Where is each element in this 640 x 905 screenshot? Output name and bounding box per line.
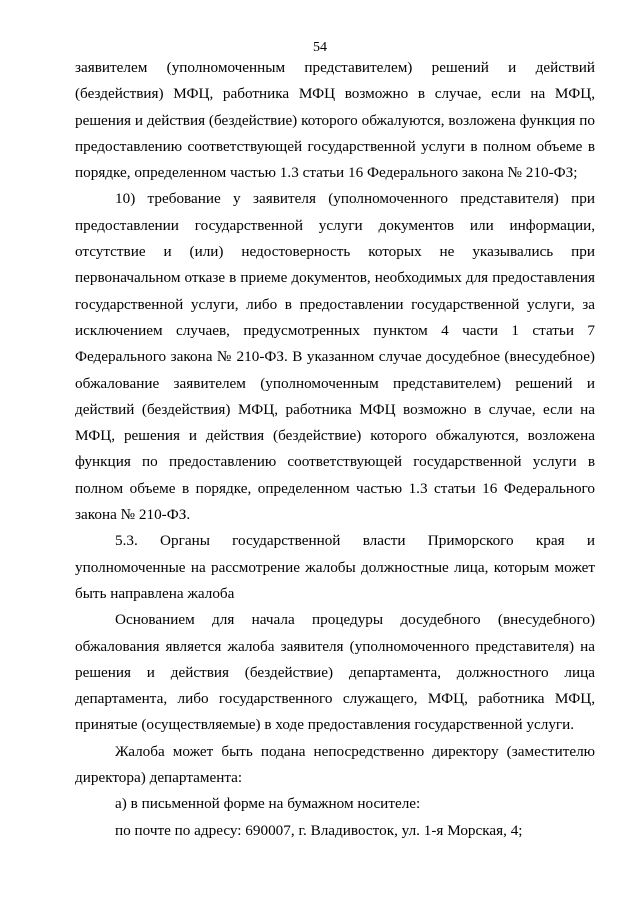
paragraph-continuation: заявителем (уполномоченным представителем) решений и действий (бездействия) МФЦ, работника МФЦ возможно в случае, если на МФЦ, решения и действия (бездействие) которого обжалуются, возложена функция по предоставлению соответствующей государственной услуги в полном объеме в порядке, определенном частью 1.3 статьи 16 Федерального закона № 210-ФЗ; [75, 59, 595, 182]
page-number: 54 [313, 40, 327, 55]
paragraph-complaint-submission: Жалоба может быть подана непосредственно директору (заместителю директора) департамента: [75, 742, 595, 787]
paragraph-written-form: а) в письменной форме на бумажном носителе: [115, 795, 421, 813]
document-body [75, 55, 595, 844]
paragraph-postal-address: по почте по адресу: 690007, г. Владивосток, ул. 1-я Морская, 4; [115, 821, 523, 839]
paragraph-grounds: Основанием для начала процедуры досудебного (внесудебного) обжалования является жалоба заявителя (уполномоченного представителя) на решения и действия (бездействие) департамента, должностного лица департамента, либо государственного служащего, МФЦ, работника МФЦ, принятые (осуществляемые) в ходе предоставления государственной услуги. [75, 611, 595, 734]
paragraph-item-10: 10) требование у заявителя (уполномоченного представителя) при предоставлении государственной услуги документов или информации, отсутствие и (или) недостоверность которых не указывались при первоначальном отказе в приеме документов, необходимых для предоставления государственной услуги, либо в предоставлении государственной услуги, за исключением случаев, предусмотренных пунктом 4 части 1 статьи 7 Федерального закона № 210-ФЗ. В указанном случае досудебное (внесудебное) обжалование заявителем (уполномоченным представителем) решений и действий (бездействия) МФЦ, работника МФЦ возможно в случае, если на МФЦ, решения и действия (бездействие) которого обжалуются, возложена функция по предоставлению соответствующей государственной услуги в полном объеме в порядке, определенном частью 1.3 статьи 16 Федерального закона № 210-ФЗ. [75, 190, 595, 524]
section-heading-5-3: 5.3. Органы государственной власти Приморского края и уполномоченные на рассмотрение жалобы должностные лица, которым может быть направлена жалоба [75, 532, 595, 602]
